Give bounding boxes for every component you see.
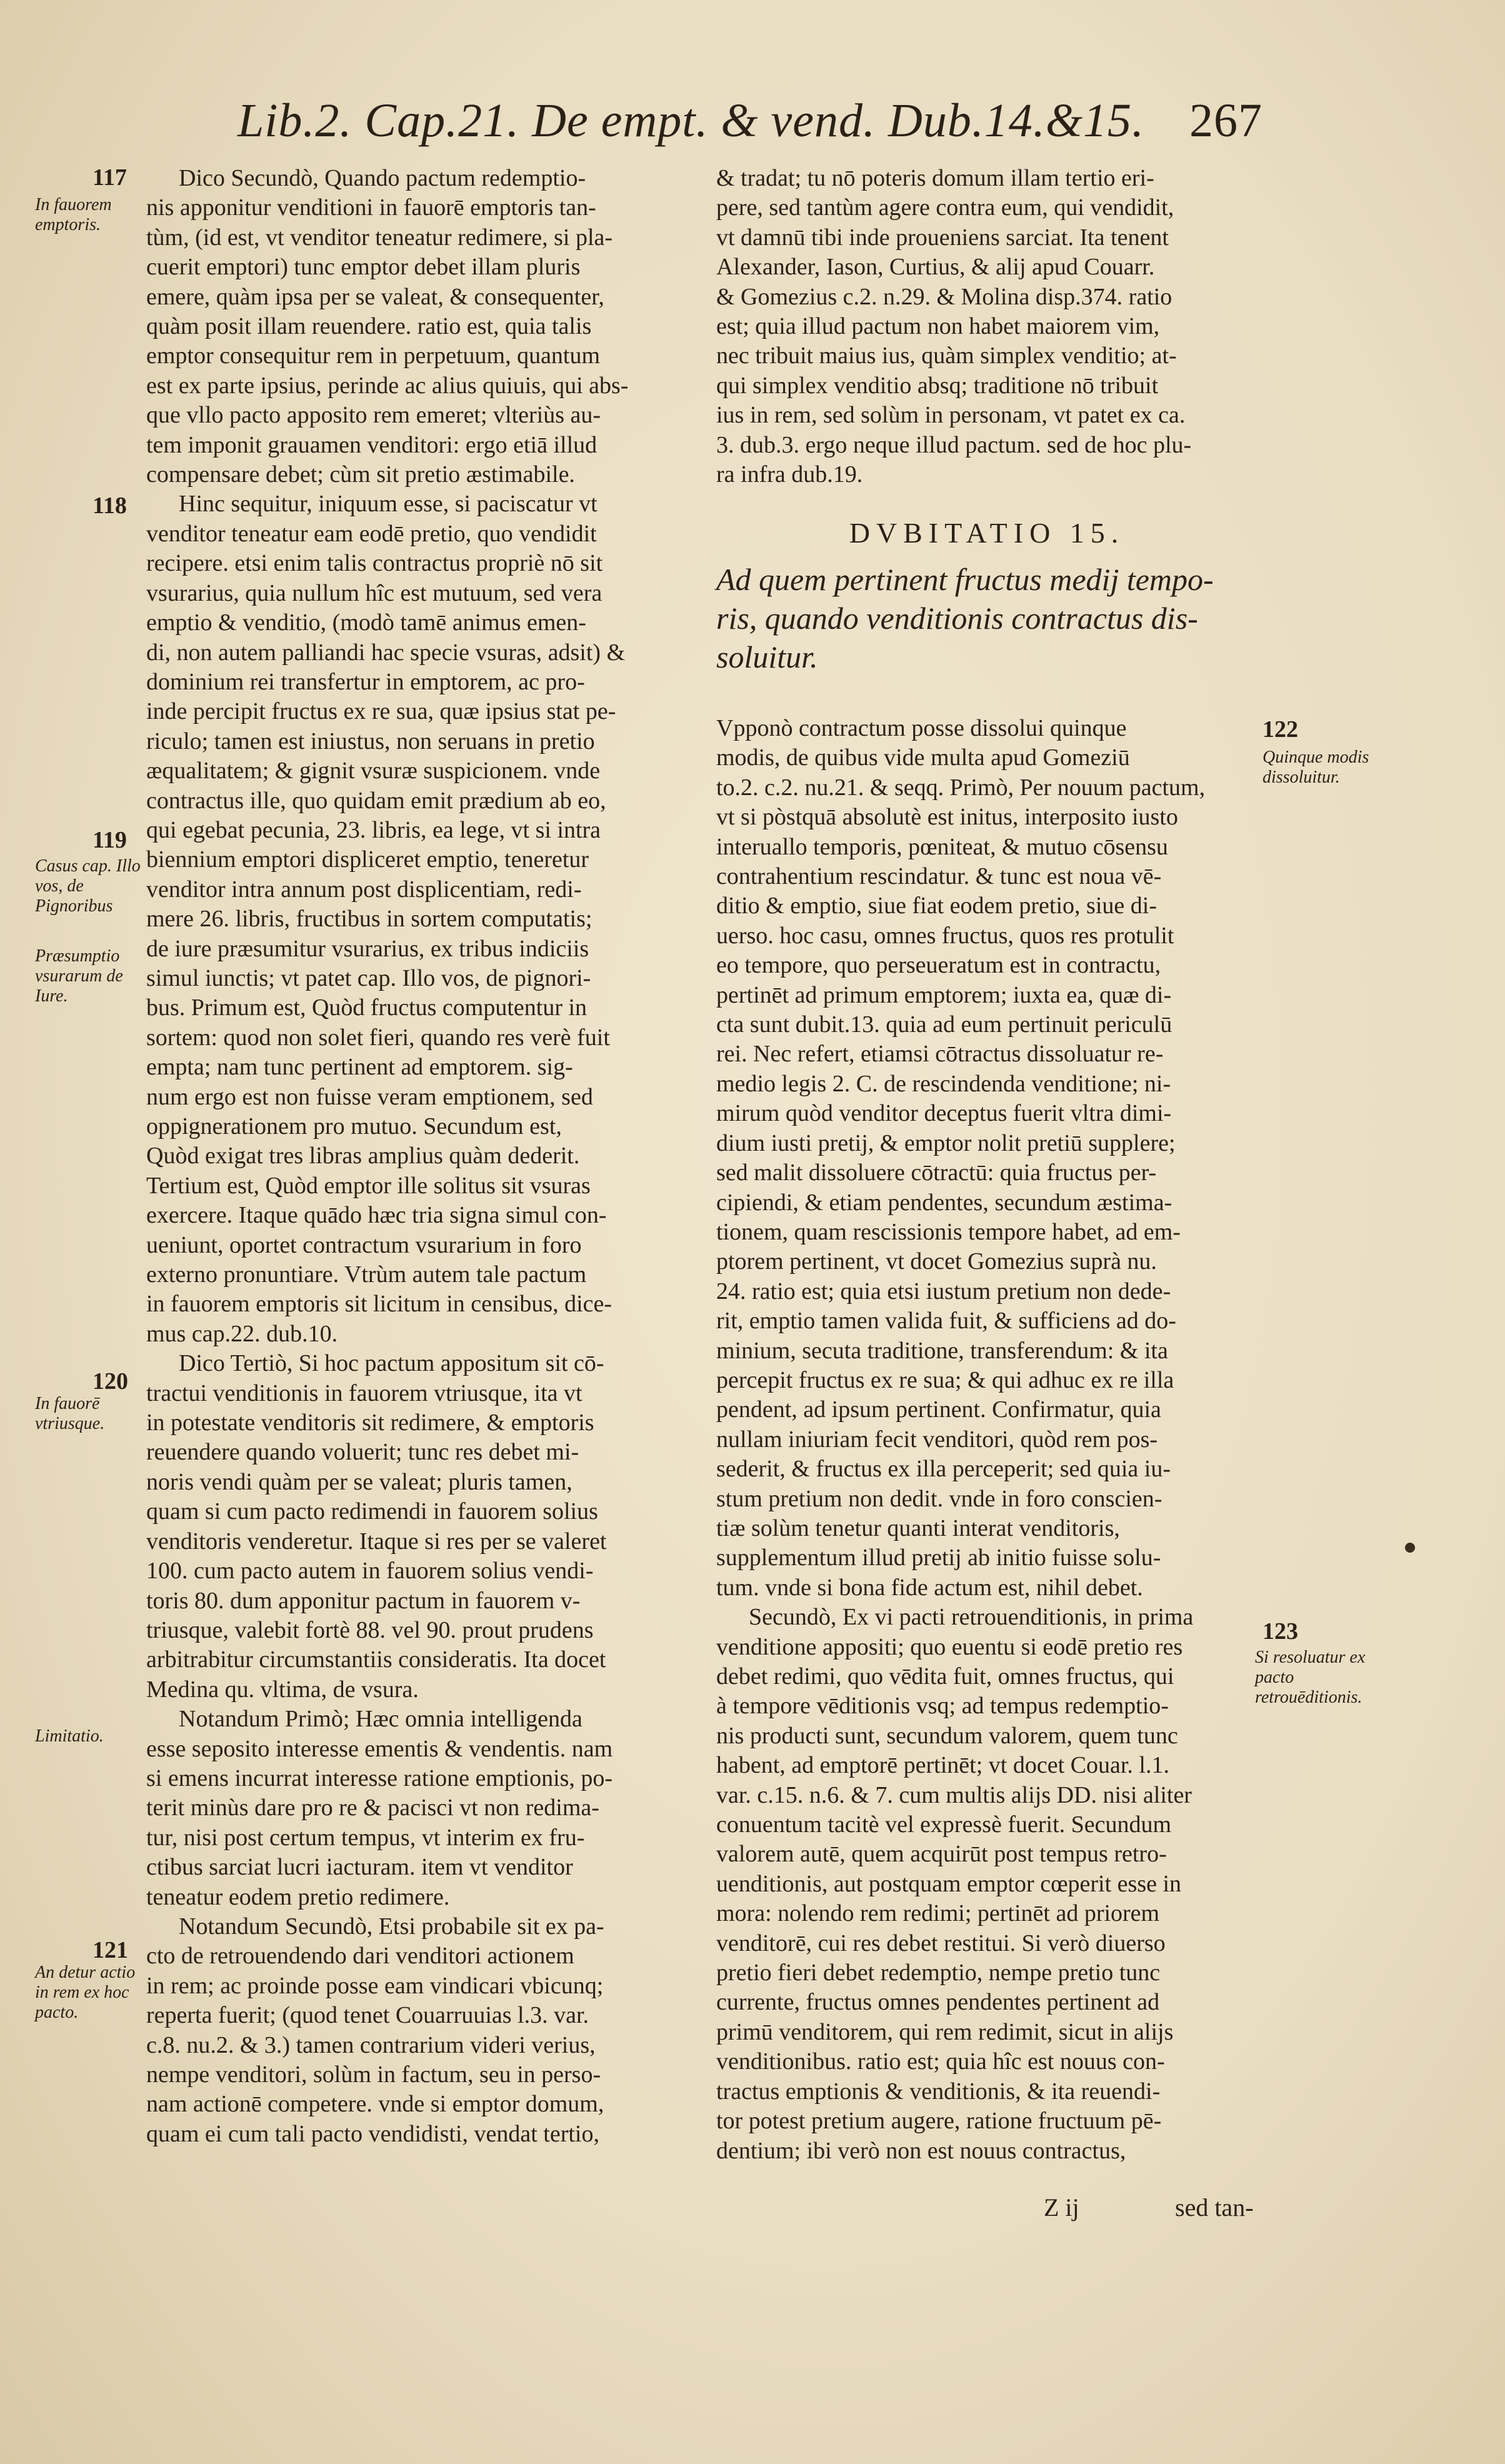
text-line: contrahentium rescindatur. & tunc est noua vē- [716, 863, 1162, 890]
text-line: Dico Tertiò, Si hoc pactum appositum sit cō- [179, 1350, 604, 1377]
text-line: venditor teneatur eam eodē pretio, quo vendidit [146, 520, 597, 547]
text-line: cto de retrouendendo dari venditori actionem [146, 1943, 574, 1970]
text-line: emere, quàm ipsa per se valeat, & consequenter, [146, 283, 604, 310]
text-line: teneatur eodem pretio redimere. [146, 1883, 450, 1910]
text-line: venditoris venderetur. Itaque si res per se valeret [146, 1528, 607, 1555]
text-line: quam ei cum tali pacto vendidisti, vendat tertio, [146, 2120, 599, 2147]
page-header [238, 88, 1262, 163]
text-line: tionem, quam rescissionis tempore habet, ad em- [716, 1218, 1181, 1245]
text-line: Alexander, Iason, Curtius, & alij apud Couarr. [716, 254, 1155, 281]
text-line: num ergo est non fuisse veram emptionem, sed [146, 1083, 593, 1110]
text-line: Dico Secundò, Quando pactum redemptio- [179, 165, 586, 191]
text-line: cuerit emptori) tunc emptor debet illam pluris [146, 254, 581, 281]
text-line: in potestate venditoris sit redimere, & emptoris [146, 1410, 594, 1436]
text-line: currente, fructus omnes pendentes pertinent ad [716, 1989, 1160, 2016]
text-line: tem imponit grauamen venditori: ergo etiā illud [146, 431, 598, 458]
margin-note: Limitatio. [35, 1726, 104, 1746]
text-line: pendent, ad ipsum pertinent. Confirmatur, quia [716, 1396, 1161, 1423]
text-line: stum pretium non dedit. vnde in foro conscien- [716, 1485, 1162, 1512]
text-line: mere 26. libris, fructibus in sortem computatis; [146, 906, 592, 933]
text-line: ctibus sarciat lucri iacturam. item vt venditor [146, 1854, 573, 1881]
text-line: tiæ solùm tenetur quanti interat venditoris, [716, 1515, 1120, 1541]
text-line: nis producti sunt, secundum valorem, quem tunc [716, 1722, 1178, 1749]
text-line: venditionibus. ratio est; quia hîc est nouus con- [716, 2048, 1165, 2075]
text-line: di, non autem palliandi hac specie vsuras, adsit) & [146, 639, 626, 666]
text-line: venditorē, cui res debet restitui. Si verò diuerso [716, 1930, 1166, 1956]
text-line: c.8. nu.2. & 3.) tamen contrarium videri verius, [146, 2031, 596, 2058]
text-line: si emens incurrat interesse ratione emptionis, po- [146, 1765, 613, 1791]
text-line: tor potest pretium augere, ratione fructuum pē- [716, 2108, 1162, 2135]
text-line: qui egebat pecunia, 23. libris, ea lege, vt si intra [146, 816, 601, 843]
text-line: Tertium est, Quòd emptor ille solitus sit vsuras [146, 1172, 591, 1199]
text-line: Medina qu. vltima, de vsura. [146, 1676, 419, 1703]
text-line: recipere. etsi enim talis contractus propriè nō sit [146, 550, 603, 577]
text-line: ra infra dub.19. [716, 461, 863, 488]
text-line: to.2. c.2. nu.21. & seqq. Primò, Per nouum pactum, [716, 774, 1206, 801]
text-line: pere, sed tantùm agere contra eum, qui vendidit, [716, 194, 1174, 221]
text-line: var. c.15. n.6. & 7. cum multis alijs DD. nisi aliter [716, 1781, 1192, 1808]
page-number: 267 [1189, 94, 1262, 147]
text-line: & Gomezius c.2. n.29. & Molina disp.374. ratio [716, 283, 1172, 310]
text-line: vt si pòstquā absolutè est initus, interposito iusto [716, 804, 1178, 831]
text-line: de iure præsumitur vsurarius, ex tribus indiciis [146, 935, 589, 962]
margin-note: In fauorē vtriusque. [35, 1394, 105, 1433]
text-line: ueniunt, oportet contractum vsurarium in foro [146, 1231, 582, 1258]
text-line: Notandum Secundò, Etsi probabile sit ex pa- [179, 1913, 604, 1940]
text-line: 100. cum pacto autem in fauorem solius vendi- [146, 1558, 594, 1585]
text-line: nec tribuit maius ius, quàm simplex venditio; at- [716, 343, 1177, 369]
text-line: vsurarius, quia nullum hîc est mutuum, sed vera [146, 579, 602, 606]
text-line: minium, secuta traditione, transferendum: & ita [716, 1337, 1168, 1364]
left-column [146, 164, 684, 2149]
text-line: vt damnū tibi inde proueniens sarciat. Ita tenent [716, 224, 1169, 251]
text-line: est ex parte ipsius, perinde ac alius quiuis, qui abs- [146, 372, 629, 399]
paper-blemish [1405, 1543, 1415, 1553]
paragraph-number: 120 [92, 1368, 128, 1395]
text-line: sed malit dissoluere cōtractū: quia fructus per- [716, 1159, 1157, 1186]
text-line: simul iunctis; vt patet cap. Illo vos, de pignori- [146, 964, 591, 991]
text-line: contractus ille, quo quidam emit prædium ab eo, [146, 787, 606, 814]
text-line: nam actionē competere. vnde si emptor domum, [146, 2091, 604, 2118]
text-line: tractus emptionis & venditionis, & ita reuendi- [716, 2078, 1161, 2105]
text-line: nempe venditori, solùm in factum, seu in perso- [146, 2061, 601, 2088]
text-line: exercere. Itaque quādo hæc tria signa simul con- [146, 1202, 607, 1229]
text-line: nullam iniuriam fecit venditori, quòd rem pos- [716, 1426, 1158, 1453]
text-line: oppignerationem pro mutuo. Secundum est, [146, 1113, 562, 1139]
text-line: tum. vnde si bona fide actum est, nihil debet. [716, 1574, 1143, 1601]
margin-note: An detur actio in rem ex hoc pacto. [35, 1963, 136, 2022]
paragraph-number: 118 [92, 493, 127, 519]
right-column-body [716, 714, 1258, 2166]
text-line: ditio & emptio, siue fiat eodem pretio, siue di- [716, 893, 1157, 919]
text-line: compensare debet; cùm sit pretio æstimabile. [146, 461, 575, 488]
paragraph-number: 122 [1262, 716, 1298, 743]
text-line: noris vendi quàm per se valeat; pluris tamen, [146, 1468, 572, 1495]
text-line: venditor intra annum post displicentiam, redi- [146, 876, 582, 903]
text-line: riculo; tamen est iniustus, non seruans in pretio [146, 728, 595, 754]
text-line: tractui venditionis in fauorem vtriusque, ita vt [146, 1380, 582, 1406]
text-line: habent, ad emptorē pertinēt; vt docet Couar. l.1. [716, 1752, 1169, 1779]
text-line: nis apponitur venditioni in fauorē emptoris tan- [146, 194, 596, 221]
text-line: triusque, valebit fortè 88. vel 90. prout prudens [146, 1616, 594, 1643]
text-line: valorem autē, quem acquirūt post tempus retro- [716, 1841, 1167, 1868]
text-line: modis, de quibus vide multa apud Gomeziū [716, 744, 1130, 771]
right-column-top [716, 164, 1258, 489]
text-line: toris 80. dum apponitur pactum in fauorem v- [146, 1587, 581, 1614]
text-line: que vllo pacto apposito rem emeret; vlteriùs au- [146, 402, 601, 429]
text-line: in rem; ac proinde posse eam vindicari vbicunq; [146, 1972, 604, 1999]
text-line: quàm posit illam reuendere. ratio est, quia talis [146, 313, 592, 340]
text-line: qui simplex venditio absq; traditione nō tribuit [716, 372, 1159, 399]
text-line: primū venditorem, qui rem redimit, sicut in alijs [716, 2018, 1174, 2045]
paragraph-number: 121 [92, 1937, 128, 1963]
text-line: mus cap.22. dub.10. [146, 1320, 338, 1347]
text-line: biennium emptori displiceret emptio, teneretur [146, 846, 589, 873]
text-line: mirum quòd venditor deceptus fuerit vltra dimi- [716, 1100, 1172, 1127]
paragraph-number: 123 [1262, 1618, 1298, 1645]
margin-note: Casus cap. Illo vos, de Pignoribus [35, 856, 141, 916]
text-line: supplementum illud pretij ab initio fuisse solu- [716, 1545, 1161, 1571]
text-line: esse seposito interesse ementis & vendentis. nam [146, 1735, 613, 1762]
text-line: eo tempore, quo perseueratum est in contractu, [716, 952, 1161, 979]
text-line: percepit fructus ex re sua; & qui adhuc ex re illa [716, 1366, 1174, 1393]
text-line: 3. dub.3. ergo neque illud pactum. sed de hoc plu- [716, 431, 1192, 458]
text-line: uerso. hoc casu, omnes fructus, quos res protulit [716, 922, 1174, 949]
text-line: interuallo temporis, pœniteat, & mutuo cōsensu [716, 833, 1168, 860]
text-line: pertinēt ad primum emptorem; iuxta ea, quæ di- [716, 981, 1172, 1008]
text-line: Secundò, Ex vi pacti retrouenditionis, in prima [749, 1604, 1194, 1631]
text-line: debet redimi, quo vēdita fuit, omnes fructus, qui [716, 1663, 1174, 1690]
text-line: arbitrabitur circumstantiis consideratis. Ita docet [146, 1646, 606, 1673]
text-line: rit, emptio tamen valida fuit, & sufficiens ad do- [716, 1308, 1176, 1335]
signature-mark: Z ij [1044, 2193, 1079, 2221]
text-line: empta; nam tunc pertinent ad emptorem. sig- [146, 1054, 573, 1081]
margin-note: Quinque modis dissoluitur. [1262, 748, 1369, 787]
text-line: ptorem pertinent, vt docet Gomezius suprà nu. [716, 1248, 1157, 1275]
text-line: cta sunt dubit.13. quia ad eum pertinuit periculū [716, 1011, 1172, 1038]
text-line: Quòd exigat tres libras amplius quàm dederit. [146, 1143, 580, 1169]
text-line: reuendere quando voluerit; tunc res debet mi- [146, 1439, 579, 1466]
dubitatio-heading: DVBITATIO 15. [849, 517, 1125, 549]
text-line: tùm, (id est, vt venditor teneatur redimere, si pla- [146, 224, 613, 251]
margin-note: Si resoluatur ex pacto retrouēditionis. [1255, 1648, 1366, 1707]
text-line: terit minùs dare pro re & pacisci vt non redima- [146, 1795, 599, 1821]
text-line: rei. Nec refert, etiamsi cōtractus dissoluatur re- [716, 1041, 1164, 1068]
text-line: sederit, & fructus ex illa perceperit; sed quia iu- [716, 1456, 1171, 1483]
text-line: externo pronuntiare. Vtrùm autem tale pactum [146, 1261, 587, 1288]
text-line: æqualitatem; & gignit vsuræ suspicionem. vnde [146, 758, 601, 784]
margin-note: Præsumptio vsurarum de Iure. [35, 946, 123, 1006]
text-line: venditione appositi; quo euentu si eodē pretio res [716, 1633, 1183, 1660]
text-line: Notandum Primò; Hæc omnia intelligenda [179, 1706, 582, 1733]
text-line: in fauorem emptoris sit licitum in censibus, dice- [146, 1291, 612, 1318]
text-line: inde percipit fructus ex re sua, quæ ipsius stat pe- [146, 698, 616, 725]
text-line: Hinc sequitur, iniquum esse, si paciscatur vt [179, 491, 598, 518]
text-line: est; quia illud pactum non habet maiorem vim, [716, 313, 1160, 340]
text-line: mora: nolendo rem redimi; pertinēt ad priorem [716, 1900, 1160, 1927]
question-heading: Ad quem pertinent fructus medij tempo- ris, quando venditionis contractus dis- soluitur. [716, 562, 1214, 674]
text-line: cipiendi, & etiam pendentes, secundum æstima- [716, 1189, 1172, 1216]
paragraph-number: 119 [92, 827, 127, 853]
text-line: dominium rei transfertur in emptorem, ac pro- [146, 668, 585, 695]
running-title: Lib.2. Cap.21. De empt. & vend. Dub.14.&15. [238, 94, 1145, 147]
margin-note: In fauorem emptoris. [35, 195, 112, 234]
text-line: 24. ratio est; quia etsi iustum pretium non dede- [716, 1278, 1171, 1305]
text-line: & tradat; tu nō poteris domum illam tertio eri- [716, 165, 1154, 191]
text-line: tur, nisi post certum tempus, vt interim ex fru- [146, 1824, 585, 1851]
text-line: sortem: quod non solet fieri, quando res verè fuit [146, 1024, 610, 1051]
text-line: conuentum tacitè vel expressè fuerit. Secundum [716, 1811, 1172, 1838]
text-line: à tempore vēditionis vsq; ad tempus redemptio- [716, 1693, 1169, 1720]
catchword: sed tan- [1175, 2193, 1254, 2221]
text-line: Vpponò contractum posse dissolui quinque [716, 715, 1127, 741]
text-line: ius in rem, sed solùm in personam, vt patet ex ca. [716, 402, 1186, 429]
text-line: reperta fuerit; (quod tenet Couarruuias l.3. var. [146, 2002, 589, 2029]
paragraph-number: 117 [92, 164, 127, 191]
text-line: bus. Primum est, Quòd fructus computentur in [146, 994, 588, 1021]
text-line: quam si cum pacto redimendi in fauorem solius [146, 1498, 598, 1525]
text-line: uenditionis, aut postquam emptor cœperit esse in [716, 1870, 1182, 1897]
text-line: emptor consequitur rem in perpetuum, quantum [146, 343, 601, 369]
text-line: dium iusti pretij, & emptor nolit pretiū supplere; [716, 1129, 1176, 1156]
text-line: medio legis 2. C. de rescindenda venditione; ni- [716, 1070, 1171, 1097]
text-line: pretio fieri debet redemptio, nempe pretio tunc [716, 1960, 1161, 1986]
text-line: emptio & venditio, (modò tamē animus emen- [146, 609, 586, 636]
text-line: dentium; ibi verò non est nouus contractus, [716, 2137, 1126, 2164]
